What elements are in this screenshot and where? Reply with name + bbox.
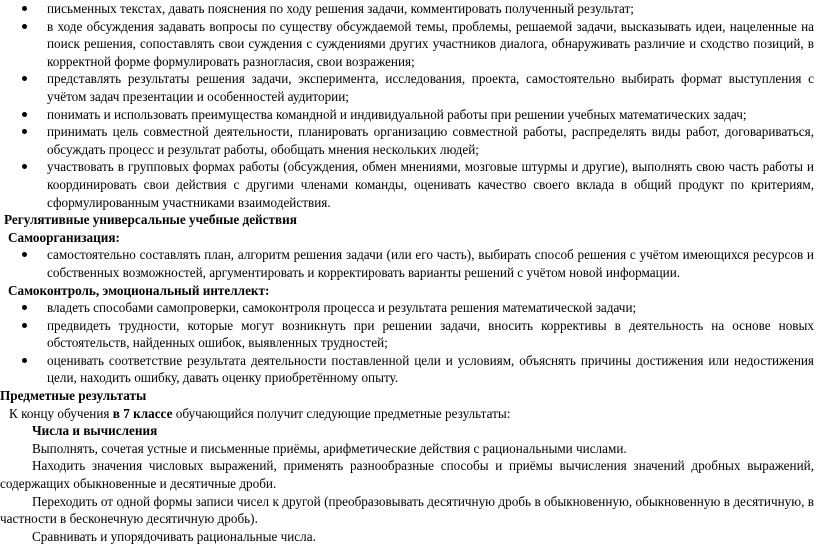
list-item: предвидеть трудности, которые могут возникнуть при решении задачи, вносить коррективы в деятельность на основе новых обстоятельств, найденных ошибок, выявленных трудностей; [0,317,816,352]
paragraph: Находить значения числовых выражений, применять разнообразные способы и приёмы вычисления значений дробных выражений, содержащих обыкновенные и десятичные дроби. [0,458,814,492]
list-item: участвовать в групповых формах работы (обсуждения, обмен мнениями, мозговые штурмы и другие), выполнять свою часть работы и координировать свои действия с другими членами команды, оценивать качество своего вклада в общий продукт по критериям, сформулированным участниками взаимодействия. [0,158,816,211]
intro-text-start: К концу обучения [9,405,113,421]
heading-subject-results: Предметные результаты [0,388,147,404]
heading-regulative: Регулятивные универсальные учебные действия [4,212,297,228]
paragraph: Переходить от одной формы записи чисел к другой (преобразовывать десятичную дробь в обыкновенную, обыкновенную в десятичную, в частности в бесконечную десятичную дробь). [0,493,814,527]
list-item: самостоятельно составлять план, алгоритм решения задачи (или его часть), выбирать способ решения с учётом имеющихся ресурсов и собственных возможностей, аргументировать и корректировать варианты решений с учётом новой информации. [0,246,816,281]
intro-paragraph [0,405,816,423]
list-item: представлять результаты решения задачи, эксперимента, исследования, проекта, самостоятельно выбирать формат выступления с учётом задач презентации и особенностей аудитории; [0,70,816,105]
list-item: принимать цель совместной деятельности, планировать организацию совместной работы, распределять виды работ, договариваться, обсуждать процесс и результат работы, обобщать мнения нескольких людей; [0,123,816,158]
intro-grade: в 7 классе [112,405,173,421]
heading-numbers: Числа и вычисления [32,423,158,439]
communication-list [0,0,816,211]
heading-self-organization: Самоорганизация: [8,229,120,245]
paragraph: Выполнять, сочетая устные и письменные приёмы, арифметические действия с рациональными числами. [32,440,627,456]
heading-self-control: Самоконтроль, эмоциональный интеллект: [8,282,270,298]
self-organization-list [0,246,816,281]
self-control-list [0,299,816,387]
list-item: оценивать соответствие результата деятельности поставленной цели и условиям, объяснять причины достижения или недостижения цели, находить ошибку, давать оценку приобретённому опыту. [0,352,816,387]
intro-text-end: обучающийся получит следующие предметные результаты: [172,405,511,421]
list-item: письменных текстах, давать пояснения по ходу решения задачи, комментировать полученный результат; [0,0,816,18]
list-item: в ходе обсуждения задавать вопросы по существу обсуждаемой темы, проблемы, решаемой задачи, высказывать идеи, нацеленные на поиск решения, сопоставлять свои суждения с суждениями других участников диалога, обнаруживать различие и сходство позиций, в корректной форме формулировать разногласия, свои возражения; [0,18,816,71]
paragraph: Сравнивать и упорядочивать рациональные числа. [32,528,316,544]
list-item: владеть способами самопроверки, самоконтроля процесса и результата решения математической задачи; [0,299,816,317]
list-item: понимать и использовать преимущества командной и индивидуальной работы при решении учебных математических задач; [0,106,816,124]
